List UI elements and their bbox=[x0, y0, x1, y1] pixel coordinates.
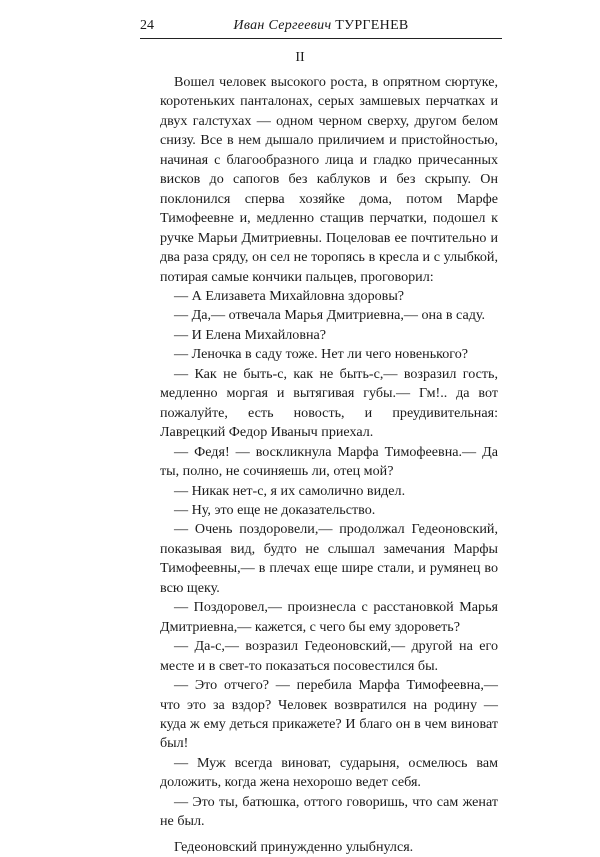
paragraph-dialogue: — Да-с,— возразил Гедеоновский,— другой на его месте и в свет-то показаться посовестился бы. bbox=[160, 638, 498, 674]
chapter-number: II bbox=[295, 50, 305, 65]
paragraph-dialogue: — Как не быть-с, как не быть-с,— возразил гость, медленно моргая и вытягивая губы.— Гм!.. да вот пожалуйте, есть новость, и преудивительная: Лаврецкий Федор Иваныч приехал. bbox=[160, 365, 498, 441]
paragraph-dialogue: — Никак нет-с, я их самолично видел. bbox=[174, 482, 406, 499]
paragraph-dialogue: — Да,— отвечала Марья Дмитриевна,— она в саду. bbox=[174, 307, 486, 324]
author-name: Иван Сергеевич bbox=[233, 18, 332, 33]
paragraph-dialogue: — А Елизавета Михайловна здоровы? bbox=[174, 287, 405, 304]
paragraph-dialogue: — Леночка в саду тоже. Нет ли чего новенького? bbox=[174, 346, 469, 363]
paragraph-dialogue: — Это отчего? — перебила Марфа Тимофеевна,— что это за вздор? Человек возвратился на родину — куда ж ему деться прикажете? И благо он в чем виноват был! bbox=[160, 677, 498, 752]
paragraph-dialogue: — И Елена Михайловна? bbox=[174, 326, 327, 343]
paragraph-intro: Вошел человек высокого роста, в опрятном сюртуке, коротеньких панталонах, серых замшевых перчатках и двух галстухах — одном черном сверху, другом белом снизу. Все в нем дышало приличием и пристойностью, начиная с благообразного лица и гладко причесанных висков до сапогов без каблуков и без скрыпу. Он поклонился сперва хозяйке дома, потом Марфе Тимофеевне и, медленно стащив перчатки, подошел к ручке Марьи Дмитриевны. Поцеловав ее почтительно и два раза сряду, он сел не торопясь в кресла и с улыбкой, потирая самые кончики пальцев, проговорил: bbox=[160, 74, 498, 285]
page-number: 24 bbox=[140, 18, 154, 33]
author-surname: ТУРГЕНЕВ bbox=[335, 18, 409, 33]
paragraph-dialogue: — Поздоровел,— произнесла с расстановкой Марья Дмитриевна,— кажется, с чего бы ему здороветь? bbox=[160, 599, 498, 635]
running-title bbox=[140, 18, 502, 34]
paragraph-dialogue: — Это ты, батюшка, оттого говоришь, что сам женат не был. bbox=[160, 793, 498, 830]
paragraph-dialogue: — Федя! — воскликнула Марфа Тимофеевна.— Да ты, полно, не сочиняешь ли, отец мой? bbox=[160, 443, 498, 480]
paragraph-dialogue: — Очень поздоровели,— продолжал Гедеоновский, показывая вид, будто не слышал замечания Марфы Тимофеевны,— в плечах еще шире стали, и румянец во всю щеку. bbox=[160, 521, 498, 596]
paragraph-dialogue: — Ну, это еще не доказательство. bbox=[174, 501, 376, 518]
paragraph-dialogue: — Муж всегда виноват, сударыня, осмелюсь вам доложить, когда жена нехорошо ведет себя. bbox=[160, 754, 498, 791]
body-text bbox=[160, 73, 498, 857]
running-head bbox=[140, 18, 502, 39]
paragraph-closing: Гедеоновский принужденно улыбнулся. bbox=[174, 838, 414, 855]
